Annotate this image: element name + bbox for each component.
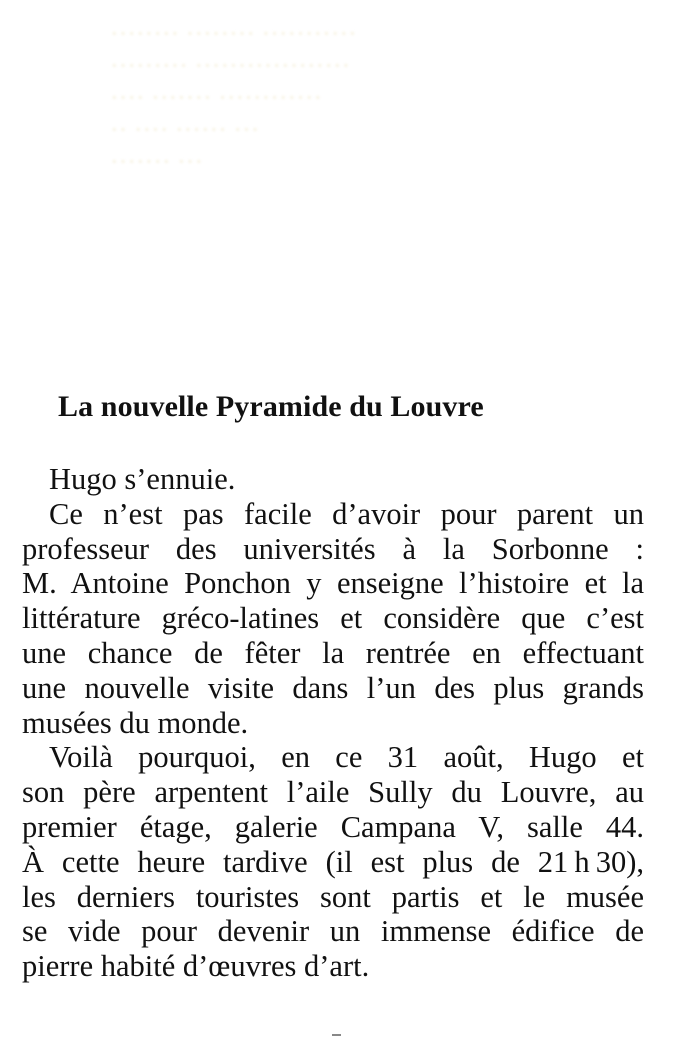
paragraph-3-line: Voilà pourquoi, en ce 31 août, Hugo et (49, 740, 644, 775)
paragraph-2-line: littérature gréco-latines et considère que c’est (22, 601, 644, 636)
paragraph-3-line: premier étage, galerie Campana V, salle 44. (22, 809, 644, 844)
paragraph-3-line: À cette heure tardive (il est plus de 21 h 30), (22, 844, 644, 879)
body-text (22, 462, 644, 984)
paragraph-3-line: les derniers touristes sont partis et le musée (22, 879, 644, 914)
bleed-line: ··· ······· (110, 147, 204, 176)
paragraph-2-line: Ce n’est pas facile d’avoir pour parent un (49, 496, 644, 531)
paragraph-3-line: pierre habité d’œuvres d’art. (22, 949, 370, 984)
page-edge-mark (332, 1034, 341, 1036)
bleed-line: ··········· ········ ········ (110, 19, 357, 48)
bleed-line: ··· ······ ···· ·· (110, 115, 260, 144)
paragraph-2-line: une nouvelle visite dans l’un des plus grands (22, 670, 644, 705)
paragraph-2-line: M. Antoine Ponchon y enseigne l’histoire et la (22, 566, 644, 601)
bleed-line: ·················· ········· (110, 51, 351, 80)
paragraph-3-line: se vide pour devenir un immense édifice de (22, 914, 644, 949)
bleed-through-text (110, 18, 490, 178)
paragraph-1-line: Hugo s’ennuie. (49, 462, 236, 496)
paragraph-2-line: professeur des universités à la Sorbonne : (22, 531, 644, 566)
paragraph-2-line: musées du monde. (22, 705, 249, 740)
chapter-heading: La nouvelle Pyramide du Louvre (58, 390, 484, 423)
bleed-line: ············ ······· ···· (110, 83, 323, 112)
paragraph-2-line: une chance de fêter la rentrée en effectuant (22, 635, 644, 670)
paragraph-3-line: son père arpentent l’aile Sully du Louvre, au (22, 775, 644, 810)
